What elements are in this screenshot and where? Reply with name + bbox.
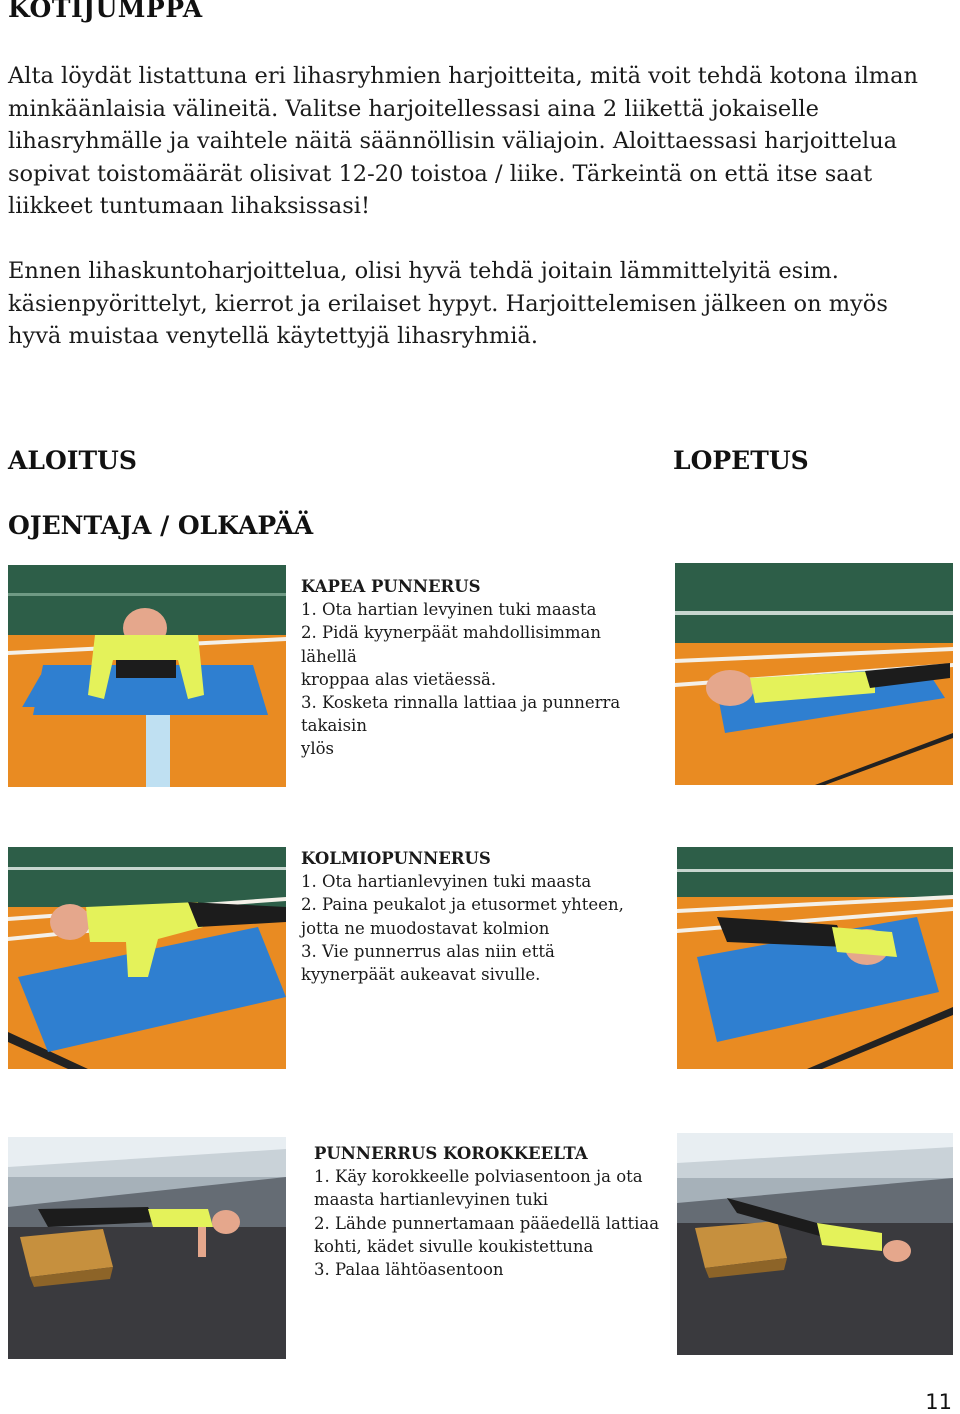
kolmiopunnerus-end-photo — [677, 847, 953, 1069]
warmup-line: Ennen lihaskuntoharjoittelua, olisi hyvä tehdä joitain lämmittelyitä esim. — [8, 258, 839, 284]
exercise-step: kroppaa alas vietäessä. — [301, 669, 497, 689]
exercise-step: 1. Käy korokkeelle polviasentoon ja ota — [314, 1167, 643, 1187]
punnerrus-korokkeelta-end-photo — [677, 1133, 953, 1355]
intro-line: Alta löydät listattuna eri lihasryhmien harjoitteita, mitä voit tehdä kotona ilman — [8, 63, 919, 89]
warmup-paragraph — [8, 255, 953, 353]
exercise-step: 2. Lähde punnertamaan pääedellä lattiaa — [314, 1213, 660, 1233]
intro-line: minkäänlaisia välineitä. Valitse harjoitellessasi aina 2 liikettä jokaiselle — [8, 95, 819, 122]
start-column-heading: ALOITUS — [8, 446, 137, 475]
exercise-step: 3. Kosketa rinnalla lattiaa ja punnerra — [301, 693, 621, 713]
exercise-step: kyynerpäät aukeavat sivulle. — [301, 965, 541, 985]
intro-paragraph — [8, 60, 953, 223]
exercise-step: 1. Ota hartian levyinen tuki maasta — [301, 600, 597, 620]
kapea-punnerus-end-photo — [675, 563, 953, 785]
page-number: 11 — [925, 1390, 952, 1414]
exercise-instructions — [314, 1142, 659, 1281]
exercise-step: lähellä — [301, 646, 357, 666]
exercise-step: kohti, kädet sivulle koukistettuna — [314, 1236, 594, 1256]
exercise-step: jotta ne muodostavat kolmion — [301, 918, 550, 938]
muscle-group-heading: OJENTAJA / OLKAPÄÄ — [8, 511, 314, 540]
exercise-step: 2. Pidä kyynerpäät mahdollisimman — [301, 623, 601, 643]
kolmiopunnerus-start-photo — [8, 847, 286, 1069]
exercise-title: KAPEA PUNNERUS — [301, 577, 481, 596]
exercise-step: 3. Palaa lähtöasentoon — [314, 1260, 504, 1280]
kapea-punnerus-start-photo — [8, 565, 286, 787]
exercise-instructions — [301, 575, 620, 761]
end-column-heading: LOPETUS — [673, 446, 809, 475]
exercise-instructions — [301, 847, 624, 986]
exercise-step: 2. Paina peukalot ja etusormet yhteen, — [301, 895, 624, 915]
warmup-line: hyvä muistaa venytellä käytettyjä lihasryhmiä. — [8, 323, 538, 349]
intro-line: sopivat toistomäärät olisivat 12-20 toistoa / liike. Tärkeintä on että itse saat — [8, 160, 873, 187]
exercise-step: maasta hartianlevyinen tuki — [314, 1190, 548, 1210]
intro-line: liikkeet tuntumaan lihaksissasi! — [8, 193, 371, 219]
exercise-step: 1. Ota hartianlevyinen tuki maasta — [301, 872, 592, 892]
exercise-title: PUNNERRUS KOROKKEELTA — [314, 1144, 588, 1163]
exercise-title: KOLMIOPUNNERUS — [301, 849, 491, 868]
exercise-step: takaisin — [301, 716, 367, 736]
punnerrus-korokkeelta-start-photo — [8, 1137, 286, 1359]
page-title: KOTIJUMPPA — [8, 0, 203, 23]
exercise-step: 3. Vie punnerrus alas niin että — [301, 941, 555, 961]
warmup-line: käsienpyörittelyt, kierrot ja erilaiset hypyt. Harjoittelemisen jälkeen on myös — [8, 290, 888, 317]
exercise-step: ylös — [301, 739, 334, 759]
intro-line: lihasryhmälle ja vaihtele näitä säännöllisin väliajoin. Aloittaessasi harjoittelua — [8, 128, 898, 154]
